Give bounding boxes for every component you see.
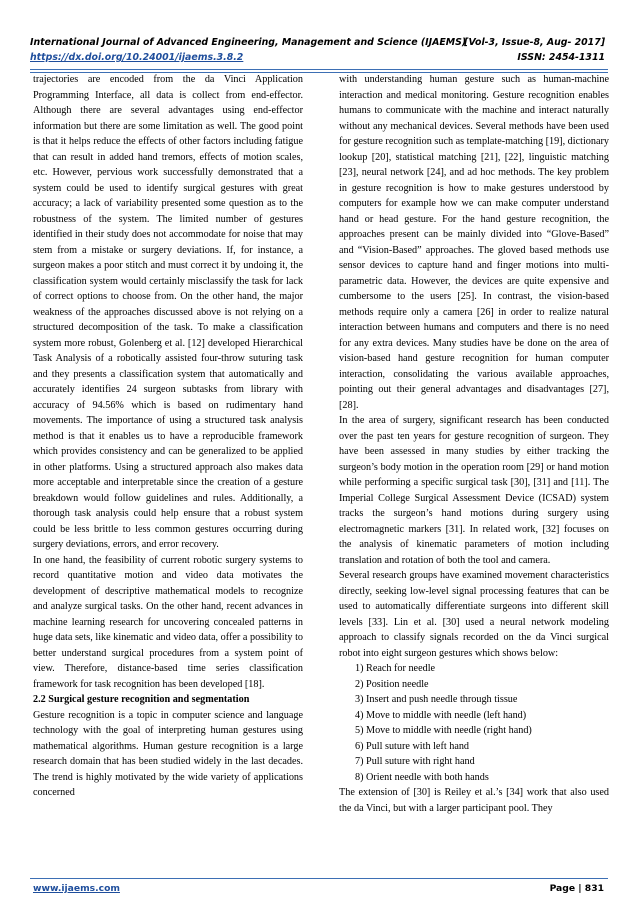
running-header-top (30, 37, 605, 48)
journal-title: International Journal of Advanced Engineering, Management and Science (IJAEMS) (30, 37, 467, 48)
paragraph: In one hand, the feasibility of current robotic surgery systems to record quantitative motion and video data motivates the development of descriptive mathematical models to recognize and analyze surgical tasks. On the other hand, recent advances in machine learning research for uncovering concealed patterns in huge data sets, like kinematic and video data, offer a possibility to better understand surgical procedures from a system point of view. Therefore, distance-based time series classification framework for task recognition has been developed [18]. (33, 554, 303, 690)
paragraph: Several research groups have examined movement characteristics directly, seeking low-level signal processing features that can be used to automatically differentiate surgeons into different skill levels [33]. Lin et al. [30] used a neural network modeling approach to classify signals recorded on the da Vinci surgical robot into eight surgeon gestures which shows below: (339, 570, 609, 659)
volume-issue: [Vol-3, Issue-8, Aug- 2017] (464, 37, 605, 48)
list-item: 2) Position needle (355, 678, 429, 690)
running-header-bottom (30, 52, 605, 63)
left-column (33, 72, 303, 801)
list-item: 8) Orient needle with both hands (355, 771, 489, 783)
section-heading: 2.2 Surgical gesture recognition and segmentation (33, 694, 250, 705)
footer-rule (30, 878, 608, 879)
list-item: 7) Pull suture with right hand (355, 756, 475, 767)
right-column (339, 72, 609, 816)
list-item: 6) Pull suture with left hand (355, 740, 470, 752)
page-number: Page | 831 (549, 883, 604, 894)
paragraph: trajectories are encoded from the da Vinci Application Programming Interface, all data is collect from end-effector. Although there are several advantages using end-effector information but there are some limitation as well. The good point is that it helps reduce the effects of other factors including fatigue that can result in added hand tremors, effects of motion scales, etc. However, pervious work successfully demonstrated that a system could be used to identify surgical gestures with great accuracy; a lack of variability presented some question as to the robustness of the system. The limited number of gestures identified in their study does not accommodate for noise that may stem from a mistake or surgery deviations. If, for instance, a surgeon makes a poor stitch and must correct it by undoing it, the classification system would certainly misclassify the task for lack of correct options to choose from. On the other hand, the major weakness of the approaches discussed above is not relying on a structured decomposition of the task. To make a classification system more robust, Golenberg et al. [12] developed Hierarchical Task Analysis of a robotically assisted four-throw suturing task and they presents a classification system that automatically and accurately identifies 24 surgeon subtasks from library with accuracy of 94.56% which is based on rudimentary hand movements. The importance of using a structured task analysis method is that it enables us to have a reproducible framework which provides consistency and can be generalized to be applied in other platforms. Using a structured approach also makes data more acceptable and interpretable since the creation of a gesture breakdown would follow guidelines and rules. Additionally, a thorough task analysis could help ensure that a robust system could be less brittle to less common gestures occurring during surgery deviations, errors, and error recovery. (33, 74, 303, 550)
issn: ISSN: 2454-1311 (517, 52, 605, 63)
paragraph: In the area of surgery, significant research has been conducted over the past ten years for gesture recognition of surgeon. They have been assessed in many studies by either tracking the surgeon’s body motion in the operation room [29] or hand motion while performing a specific surgical task [30], [31] and [11]. The Imperial College Surgical Assessment Device (ICSAD) system tracks the surgeon’s hand motions during surgery using electromagnetic markers [31]. In related work, [32] focuses on the analysis of kinematic parameters of motion including translation and rotation of both the tool and camera. (339, 415, 609, 566)
doi-link[interactable]: https://dx.doi.org/10.24001/ijaems.3.8.2 (30, 52, 244, 63)
list-item: 5) Move to middle with needle (right hand) (355, 725, 532, 736)
journal-url-link[interactable]: www.ijaems.com (33, 883, 120, 894)
list-item: 4) Move to middle with needle (left hand) (355, 709, 527, 721)
list-item: 3) Insert and push needle through tissue (355, 694, 518, 705)
paragraph: Gesture recognition is a topic in computer science and language technology with the goal of interpreting human gestures using mathematical algorithms. Human gesture recognition is a large research domain that has been studied widely in the last decades. The trend is highly motivated by the wide variety of applications concerned (33, 709, 303, 798)
paragraph: The extension of [30] is Reiley et al.’s [34] work that also used the da Vinci, but with a larger participant pool. They (339, 787, 609, 814)
gesture-list (339, 661, 609, 785)
paragraph: with understanding human gesture such as human-machine interaction and medical monitoring. Gesture recognition enables humans to communicate with the machine and interact naturally without any mechanical devices. Several methods have been used for gesture recognition such as template-matching [19], dictionary lookup [20], statistical matching [21], [22], linguistic matching [23], neural network [24], and ad hoc methods. The key problem in gesture recognition is how to make gestures understood by computers for example how we can make computer understand hand or head gesture. For the hand gesture recognition, the approaches present can be mainly divided into “Glove-Based” and “Vision-Based” approaches. The gloved based methods use sensor devices to capture hand and finger motions into multi-parametric data. However, the devices are quite expensive and cumbersome to the users [25]. In contrast, the vision-based methods require only a camera [26] in order to realize natural interaction between humans and computers and there is no need for any extra devices. Many studies have be done on the area of vision-based hand gesture recognition for human computer interaction, consolidating the various available approaches, pointing out their general advantages and disadvantages [27], [28]. (339, 74, 609, 411)
list-item: 1) Reach for needle (355, 663, 436, 674)
header-rule (30, 69, 608, 70)
